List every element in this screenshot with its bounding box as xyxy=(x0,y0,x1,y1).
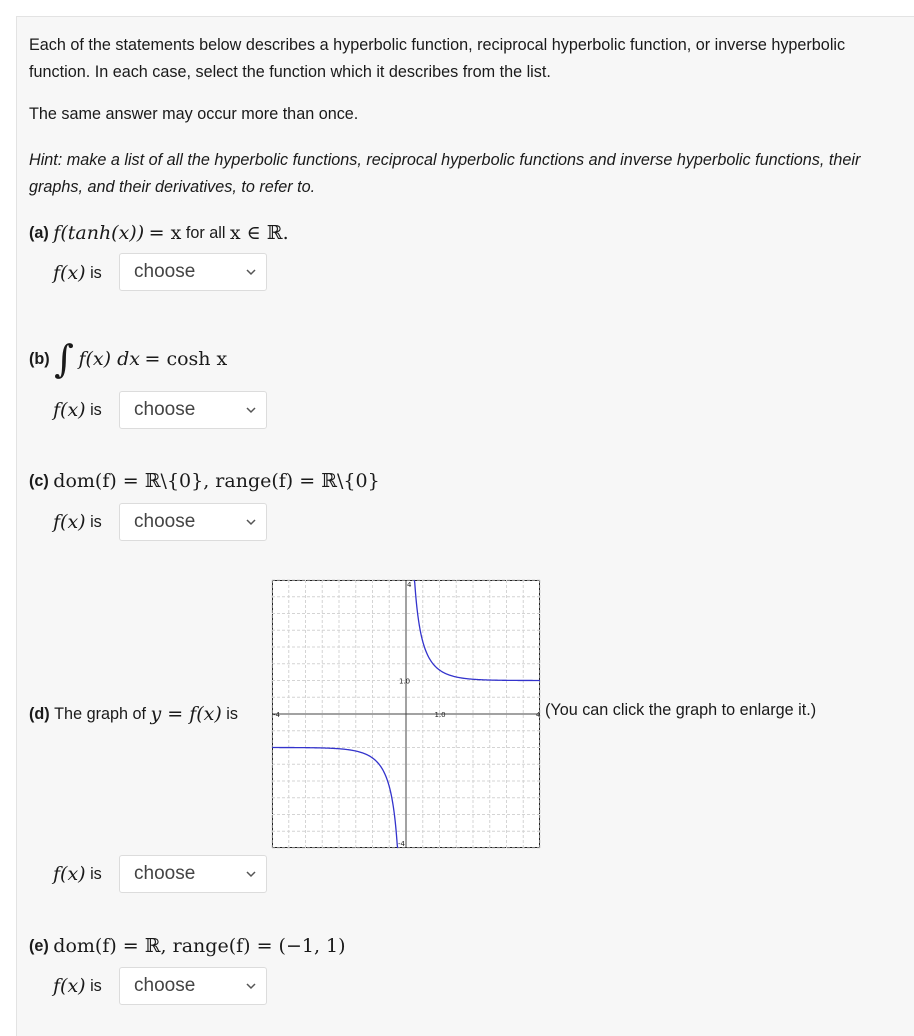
fx-is-text: is xyxy=(90,512,102,531)
fx-symbol: f(x) xyxy=(53,511,86,533)
fx-symbol: f(x) xyxy=(53,262,86,284)
intro-text: Each of the statements below describes a hyperbolic function, reciprocal hyperbolic function, or inverse hyperbolic function. In each case, select the function which it describes from the list. xyxy=(29,36,846,81)
fx-symbol: f(x) xyxy=(53,863,86,885)
part-b-label: (b) xyxy=(29,349,50,368)
tick-label-ymin: -4 xyxy=(398,840,405,848)
part-a-eq: = x xyxy=(148,222,182,244)
part-c-domain-range: dom(f) = ℝ\{0}, range(f) = ℝ\{0} xyxy=(53,470,380,492)
part-a-fx-label xyxy=(53,258,102,288)
select-value: choose xyxy=(134,863,196,884)
part-b-fx-label xyxy=(53,395,102,425)
part-c-label: (c) xyxy=(29,471,49,490)
part-c-fx-label xyxy=(53,507,102,537)
part-c-select[interactable] xyxy=(119,503,267,541)
part-d-fx-label xyxy=(53,859,102,889)
fx-symbol: f(x) xyxy=(53,399,86,421)
part-e-label: (e) xyxy=(29,936,49,955)
fx-is-text: is xyxy=(90,400,102,419)
part-d-equation: y = f(x) xyxy=(150,703,222,725)
part-e-statement xyxy=(29,931,346,961)
part-e-select[interactable] xyxy=(119,967,267,1005)
tick-label-x-one: 1.0 xyxy=(434,711,446,719)
part-d-text: The graph of xyxy=(54,704,146,723)
part-d-statement xyxy=(29,699,238,729)
part-d-select[interactable] xyxy=(119,855,267,893)
part-c-statement xyxy=(29,466,380,496)
part-a-lhs: f(tanh(x)) xyxy=(53,222,145,244)
chevron-down-icon xyxy=(246,405,256,415)
select-value: choose xyxy=(134,261,196,282)
part-d-is: is xyxy=(226,704,238,723)
select-value: choose xyxy=(134,399,196,420)
chevron-down-icon xyxy=(246,869,256,879)
fx-is-text: is xyxy=(90,864,102,883)
select-value: choose xyxy=(134,511,196,532)
part-a-tail: for all xyxy=(185,223,226,242)
function-graph[interactable] xyxy=(272,580,540,848)
same-answer-text: The same answer may occur more than once. xyxy=(29,105,359,123)
integral-sign: ∫ xyxy=(54,337,74,381)
tick-label-xmin: -4 xyxy=(273,711,280,719)
select-value: choose xyxy=(134,975,196,996)
part-b-select[interactable] xyxy=(119,391,267,429)
tick-label-y-one: 1.0 xyxy=(399,677,411,686)
enlarge-note: (You can click the graph to enlarge it.) xyxy=(545,701,817,719)
chevron-down-icon xyxy=(246,267,256,277)
chevron-down-icon xyxy=(246,981,256,991)
hint-text: Hint: make a list of all the hyperbolic functions, reciprocal hyperbolic functions and inverse hyperbolic functions, their graphs, and their derivatives, to refer to. xyxy=(29,151,861,196)
part-a-statement xyxy=(29,218,289,248)
part-e-fx-label xyxy=(53,971,102,1001)
tick-label-xmax: 4 xyxy=(536,711,541,719)
chevron-down-icon xyxy=(246,517,256,527)
fx-is-text: is xyxy=(90,976,102,995)
question-panel xyxy=(16,16,914,1036)
tick-label-ymax: 4 xyxy=(407,581,412,589)
fx-symbol: f(x) xyxy=(53,975,86,997)
part-b-integrand: f(x) dx xyxy=(78,348,140,370)
fx-is-text: is xyxy=(90,263,102,282)
part-e-domain-range: dom(f) = ℝ, range(f) = (−1, 1) xyxy=(53,935,346,957)
part-b-statement xyxy=(29,337,227,381)
part-a-label: (a) xyxy=(29,223,49,242)
part-d-label: (d) xyxy=(29,704,50,723)
part-b-rhs: = cosh x xyxy=(144,348,228,370)
part-a-select[interactable] xyxy=(119,253,267,291)
part-a-set: x ∈ ℝ. xyxy=(229,222,289,244)
